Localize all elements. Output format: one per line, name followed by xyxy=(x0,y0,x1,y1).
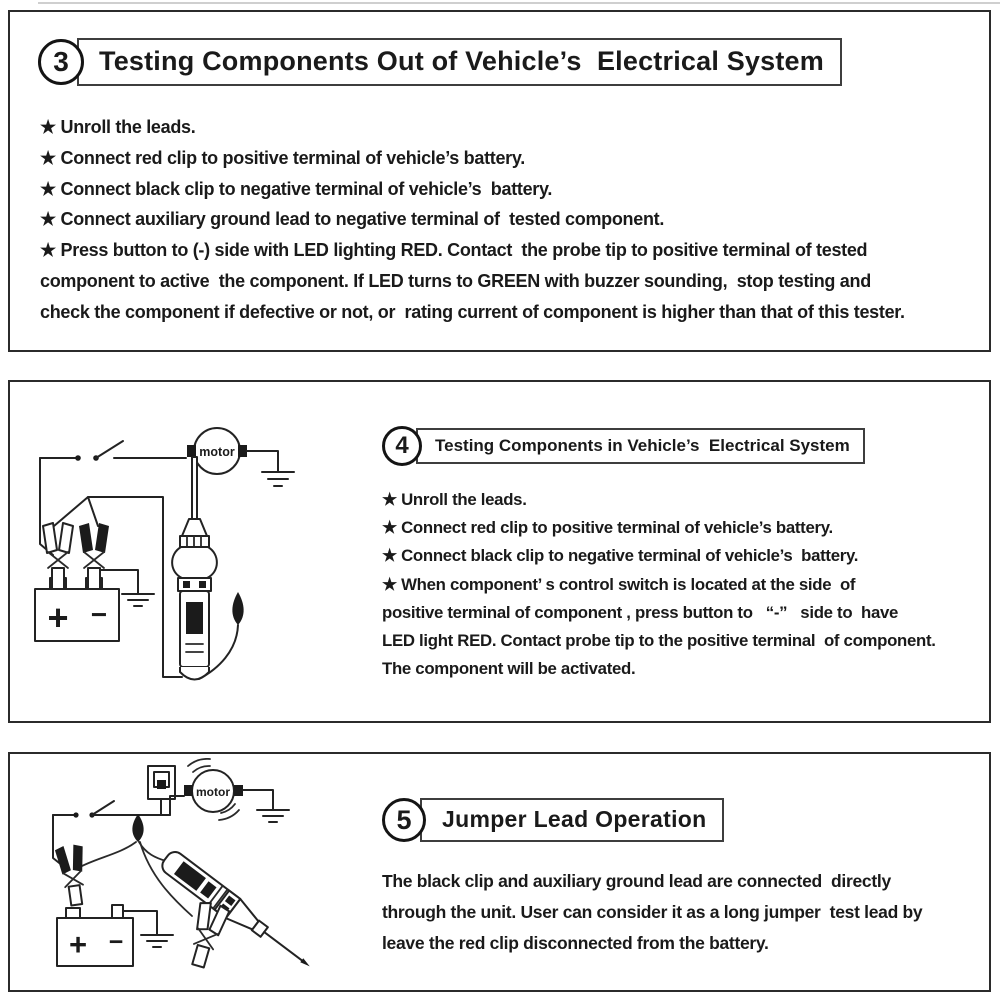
section4-header xyxy=(382,426,865,466)
section5-number-badge xyxy=(382,798,426,842)
battery-plus-label: + xyxy=(47,597,69,638)
section5-body xyxy=(382,866,922,959)
circuit-diagram-test-in-vehicle xyxy=(20,396,390,721)
circuit-diagram-jumper-lead xyxy=(20,758,390,988)
battery-symbol xyxy=(35,578,119,641)
instruction-line: The component will be activated. xyxy=(382,659,636,679)
tester-probe-needle xyxy=(264,932,302,960)
motor-label: motor xyxy=(199,445,235,459)
body-line: through the unit. User can consider it as a long jumper test lead by xyxy=(382,902,923,922)
section3-title: Testing Components Out of Vehicle’s Electrical System xyxy=(77,38,842,86)
section4-number: 4 xyxy=(395,432,409,459)
section-testing-out-of-vehicle xyxy=(8,10,991,352)
battery-minus-label: − xyxy=(90,599,108,630)
instruction-line: ★ Connect red clip to positive terminal of vehicle’s battery. xyxy=(382,518,833,538)
black-clip xyxy=(55,843,91,906)
circuit-tester-tool xyxy=(159,848,317,975)
section3-instructions xyxy=(40,112,905,328)
instruction-line: check the component if defective or not, or rating current of component is higher than that of this tester. xyxy=(40,301,905,322)
body-line: leave the red clip disconnected from the battery. xyxy=(382,933,769,953)
battery-plus-label: + xyxy=(68,927,88,962)
battery-symbol xyxy=(57,905,133,966)
instruction-line: ★ Connect auxiliary ground lead to negative terminal of tested component. xyxy=(40,209,665,230)
instruction-line: ★ When component’ s control switch is located at the side of xyxy=(382,574,856,594)
instruction-line: ★ Press button to (-) side with LED lighting RED. Contact the probe tip to positive terminal of tested xyxy=(40,240,868,261)
section3-number-badge xyxy=(38,39,84,85)
battery-minus-label: − xyxy=(108,928,124,956)
section5-title: Jumper Lead Operation xyxy=(420,798,724,842)
section4-number-badge xyxy=(382,426,422,466)
motor-symbol xyxy=(184,759,243,820)
motor-label: motor xyxy=(196,785,230,799)
instruction-line: ★ Connect black clip to negative terminal of vehicle’s battery. xyxy=(40,178,553,199)
section4-title: Testing Components in Vehicle’s Electrical System xyxy=(416,428,865,464)
instruction-line: ★ Unroll the leads. xyxy=(40,117,196,137)
red-clip xyxy=(43,523,73,589)
section4-instructions xyxy=(382,486,936,683)
instruction-line: LED light RED. Contact probe tip to the positive terminal of component. xyxy=(382,631,936,651)
instruction-line: ★ Connect red clip to positive terminal of vehicle’s battery. xyxy=(40,147,525,168)
tester-probe-needle xyxy=(192,457,197,519)
page-top-scan-line xyxy=(38,2,1000,4)
instruction-line: component to active the component. If LED turns to GREEN with buzzer sounding, stop testing and xyxy=(40,270,871,291)
ground-symbol xyxy=(243,790,289,822)
switch-symbol xyxy=(40,441,186,461)
ground-symbol xyxy=(247,451,294,486)
section-testing-in-vehicle xyxy=(8,380,991,723)
instruction-line: positive terminal of component , press button to “-” side to have xyxy=(382,602,899,622)
section-jumper-lead-operation xyxy=(8,752,991,992)
section3-header xyxy=(38,38,842,86)
section3-number: 3 xyxy=(53,46,69,77)
black-clip xyxy=(79,523,109,589)
section5-number: 5 xyxy=(396,804,412,835)
clip-lead-wires xyxy=(54,497,98,526)
body-line: The black clip and auxiliary ground lead are connected directly xyxy=(382,871,891,891)
red-clip-disconnected xyxy=(184,900,230,970)
tester-led-window xyxy=(186,602,203,634)
instruction-line: ★ Unroll the leads. xyxy=(382,490,527,509)
section5-header xyxy=(382,798,724,842)
instruction-line: ★ Connect black clip to negative terminal of vehicle’s battery. xyxy=(382,546,859,566)
circuit-tester-tool xyxy=(172,519,217,680)
